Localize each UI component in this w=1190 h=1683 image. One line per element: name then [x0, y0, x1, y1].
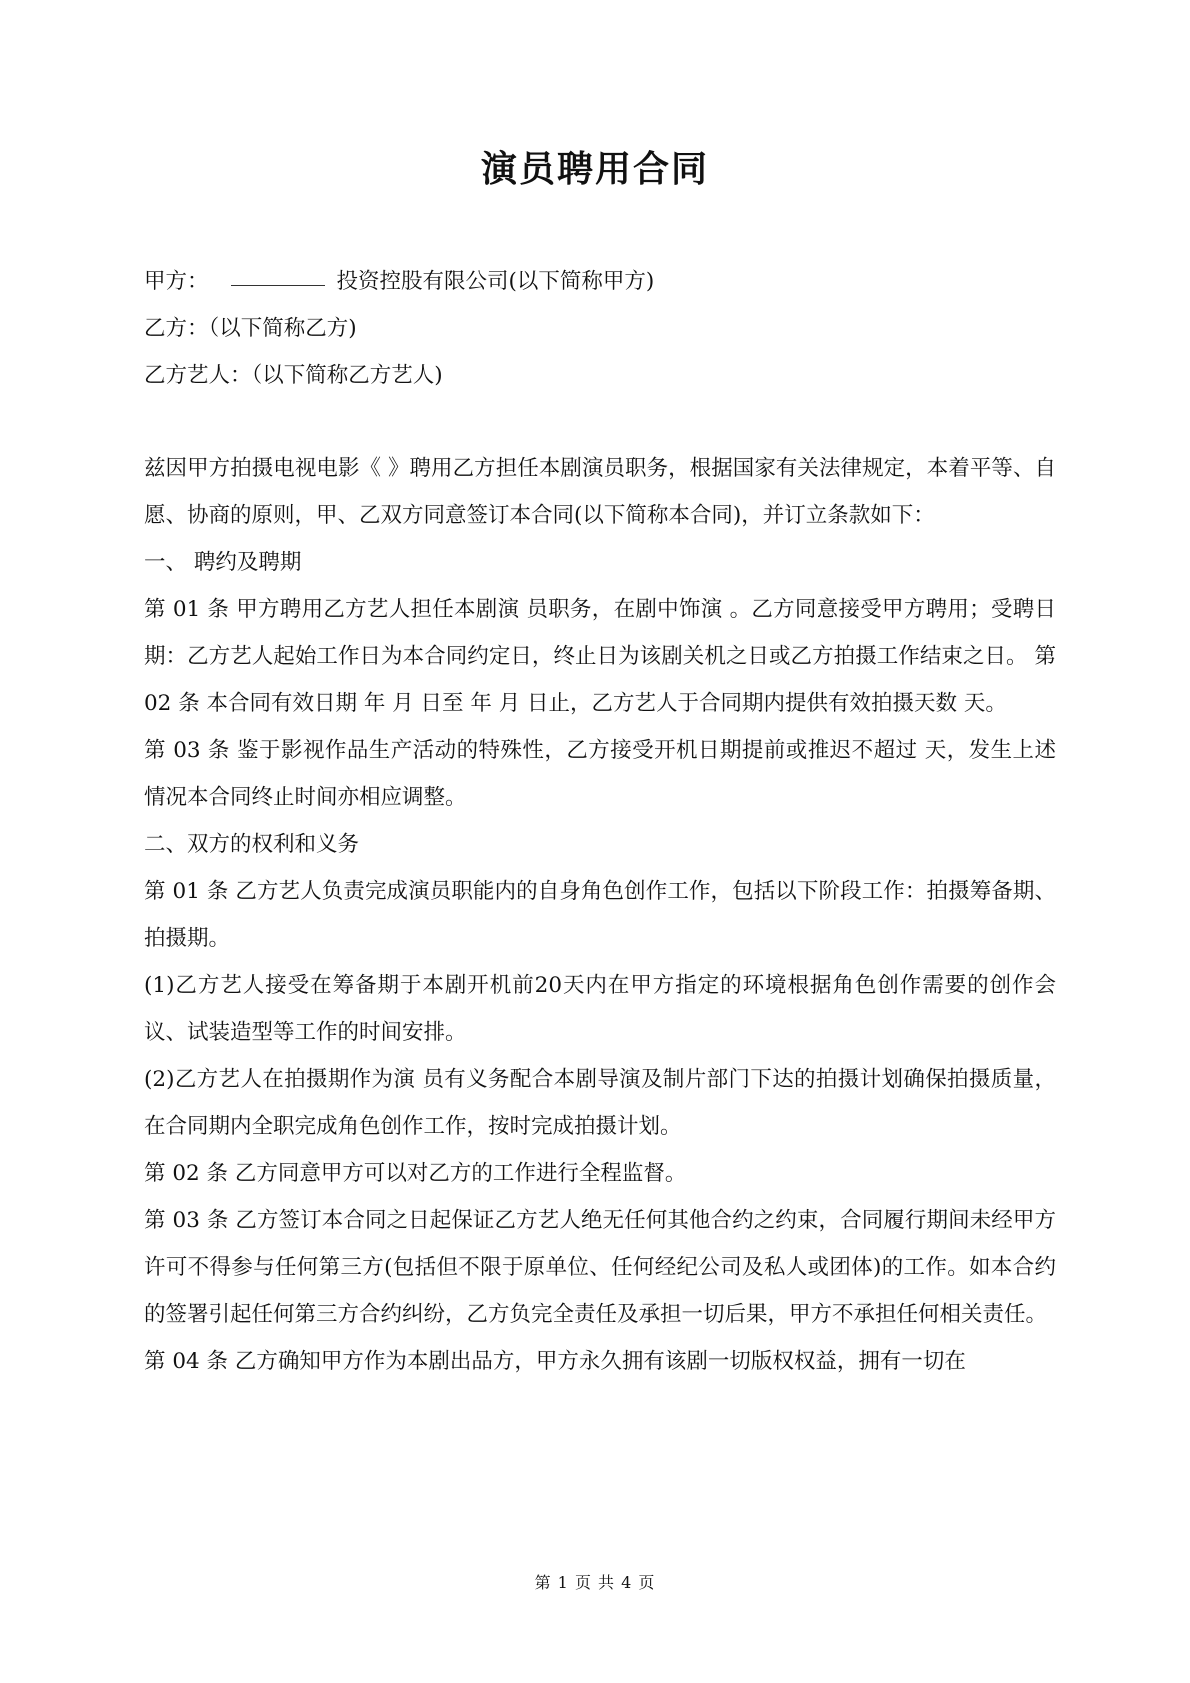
intro-paragraph: 兹因甲方拍摄电视电影《 》聘用乙方担任本剧演员职务，根据国家有关法律规定，本着平等、自愿、协商的原则，甲、乙双方同意签订本合同(以下简称本合同)，并订立条款如下： [144, 456, 1056, 528]
section-2-item-1: (1)乙方艺人接受在筹备期于本剧开机前20天内在甲方指定的环境根据角色创作需要的创作会议、试装造型等工作的时间安排。 [144, 973, 1056, 1045]
section-1-article-1: 第 01 条 甲方聘用乙方艺人担任本剧演 员职务，在剧中饰演 。乙方同意接受甲方聘用；受聘日期：乙方艺人起始工作日为本合同约定日，终止日为该剧关机之日或乙方拍摄工作结束之日。 第 02 条 本合同有效日期 年 月 日至 年 月 日止，乙方艺人于合同期内提供有效拍摄天数 天。 [144, 597, 1056, 716]
party-a-text: 投资控股有限公司(以下简称甲方) [336, 269, 655, 294]
section-1-article-3: 第 03 条 鉴于影视作品生产活动的特殊性，乙方接受开机日期提前或推迟不超过 天，发生上述情况本合同终止时间亦相应调整。 [144, 738, 1056, 810]
party-b-line: 乙方：（以下简称乙方) [144, 316, 357, 341]
section-2-article-1: 第 01 条 乙方艺人负责完成演员职能内的自身角色创作工作，包括以下阶段工作：拍摄筹备期、拍摄期。 [144, 879, 1056, 951]
document-body [144, 258, 1056, 1385]
party-a-line [144, 258, 1056, 305]
section-2-heading: 二、双方的权利和义务 [144, 832, 360, 857]
party-b-artist-line: 乙方艺人：（以下简称乙方艺人) [144, 363, 443, 388]
section-1-heading: 一、 聘约及聘期 [144, 550, 302, 575]
party-a-label: 甲方： [144, 269, 209, 294]
page-footer: 第 1 页 共 4 页 [534, 1573, 656, 1592]
section-2-article-4: 第 04 条 乙方确知甲方作为本剧出品方，甲方永久拥有该剧一切版权权益，拥有一切在 [144, 1349, 966, 1374]
section-2-article-2: 第 02 条 乙方同意甲方可以对乙方的工作进行全程监督。 [144, 1161, 687, 1186]
party-a-blank [231, 261, 325, 286]
section-2-article-3: 第 03 条 乙方签订本合同之日起保证乙方艺人绝无任何其他合约之约束，合同履行期间未经甲方许可不得参与任何第三方(包括但不限于原单位、任何经纪公司及私人或团体)的工作。如本合约的签署引起任何第三方合约纠纷，乙方负完全责任及承担一切后果，甲方不承担任何相关责任。 [144, 1208, 1056, 1327]
document-title: 演员聘用合同 [480, 148, 709, 190]
section-2-item-2: (2)乙方艺人在拍摄期作为演 员有义务配合本剧导演及制片部门下达的拍摄计划确保拍摄质量，在合同期内全职完成角色创作工作，按时完成拍摄计划。 [144, 1067, 1056, 1139]
